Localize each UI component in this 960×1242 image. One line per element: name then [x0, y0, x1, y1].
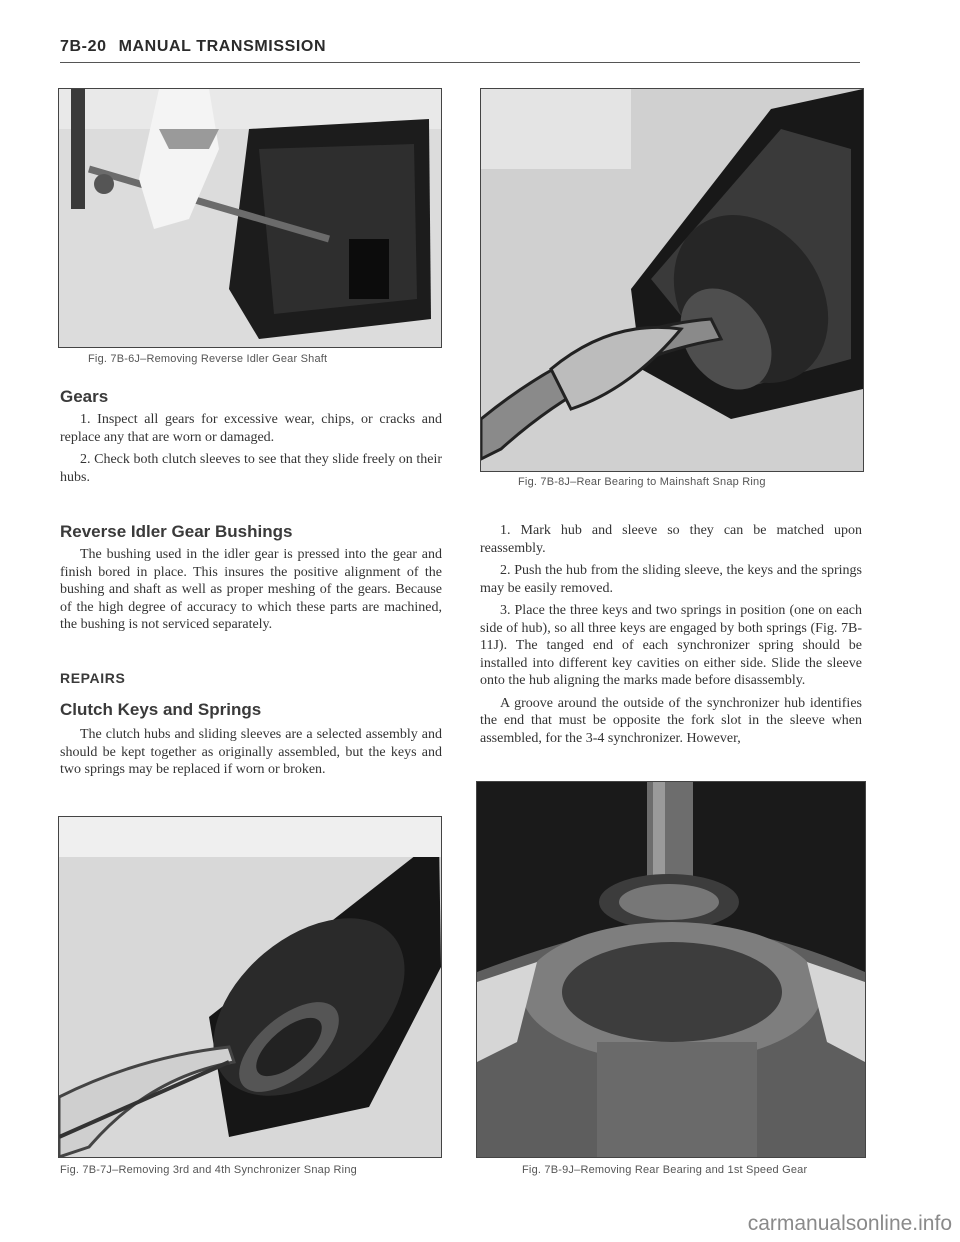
figure-8j-photo	[480, 88, 864, 472]
figure-9j-photo	[476, 781, 866, 1158]
figure-8j-caption: Fig. 7B-8J–Rear Bearing to Mainshaft Snap Ring	[518, 476, 766, 488]
right-column-body	[480, 522, 862, 752]
right-item-4: A groove around the outside of the synchronizer hub identifies the end that must be opposite the fork slot in the sleeve when assembled, for the 3-4 synchronizer. However,	[480, 695, 862, 746]
right-item-2: 2. Push the hub from the sliding sleeve, the keys and the springs may be easily removed.	[480, 563, 862, 596]
page-header	[60, 38, 326, 56]
watermark: carmanualsonline.info	[747, 1212, 952, 1235]
right-item-3: 3. Place the three keys and two springs in position (one on each side of hub), so all three keys are engaged by both springs (Fig. 7B-11J). The tanged end of each synchronizer spring should be installed into different key cavities on either side. Slide the sleeve onto the hub aligning the marks made before disassembly.	[480, 603, 862, 688]
figure-6j-photo	[58, 88, 442, 348]
section-title: MANUAL TRANSMISSION	[118, 38, 327, 55]
header-rule	[60, 62, 860, 63]
gears-item-2: 2. Check both clutch sleeves to see that they slide freely on their hubs.	[60, 452, 442, 485]
clutch-keys-heading: Clutch Keys and Springs	[60, 700, 262, 719]
figure-7j-caption: Fig. 7B-7J–Removing 3rd and 4th Synchronizer Snap Ring	[60, 1164, 357, 1176]
figure-7j-photo	[58, 816, 442, 1158]
figure-6j-caption: Fig. 7B-6J–Removing Reverse Idler Gear Shaft	[88, 353, 328, 365]
repairs-heading: REPAIRS	[60, 670, 126, 686]
gears-body	[60, 411, 442, 491]
clutch-keys-paragraph: The clutch hubs and sliding sleeves are a selected assembly and should be kept together as originally assembled, but the keys and two springs may be replaced if worn or broken.	[60, 727, 442, 777]
gears-heading: Gears	[60, 387, 109, 406]
reverse-idler-paragraph: The bushing used in the idler gear is pressed into the gear and finish bored in place. This insures the positive alignment of the bushing and shaft as well as proper meshing of the gears. Because of the high degree of accuracy to which these parts are machined, the bushing is not serviced separately.	[60, 547, 442, 632]
gears-item-1: 1. Inspect all gears for excessive wear, chips, or cracks and replace any that are worn or damaged.	[60, 412, 442, 445]
clutch-keys-body	[60, 726, 442, 784]
page-number: 7B-20	[60, 38, 107, 55]
reverse-idler-heading: Reverse Idler Gear Bushings	[60, 522, 293, 541]
figure-9j-caption: Fig. 7B-9J–Removing Rear Bearing and 1st Speed Gear	[522, 1164, 808, 1176]
right-item-1: 1. Mark hub and sleeve so they can be matched upon reassembly.	[480, 523, 862, 556]
reverse-idler-body	[60, 546, 442, 639]
